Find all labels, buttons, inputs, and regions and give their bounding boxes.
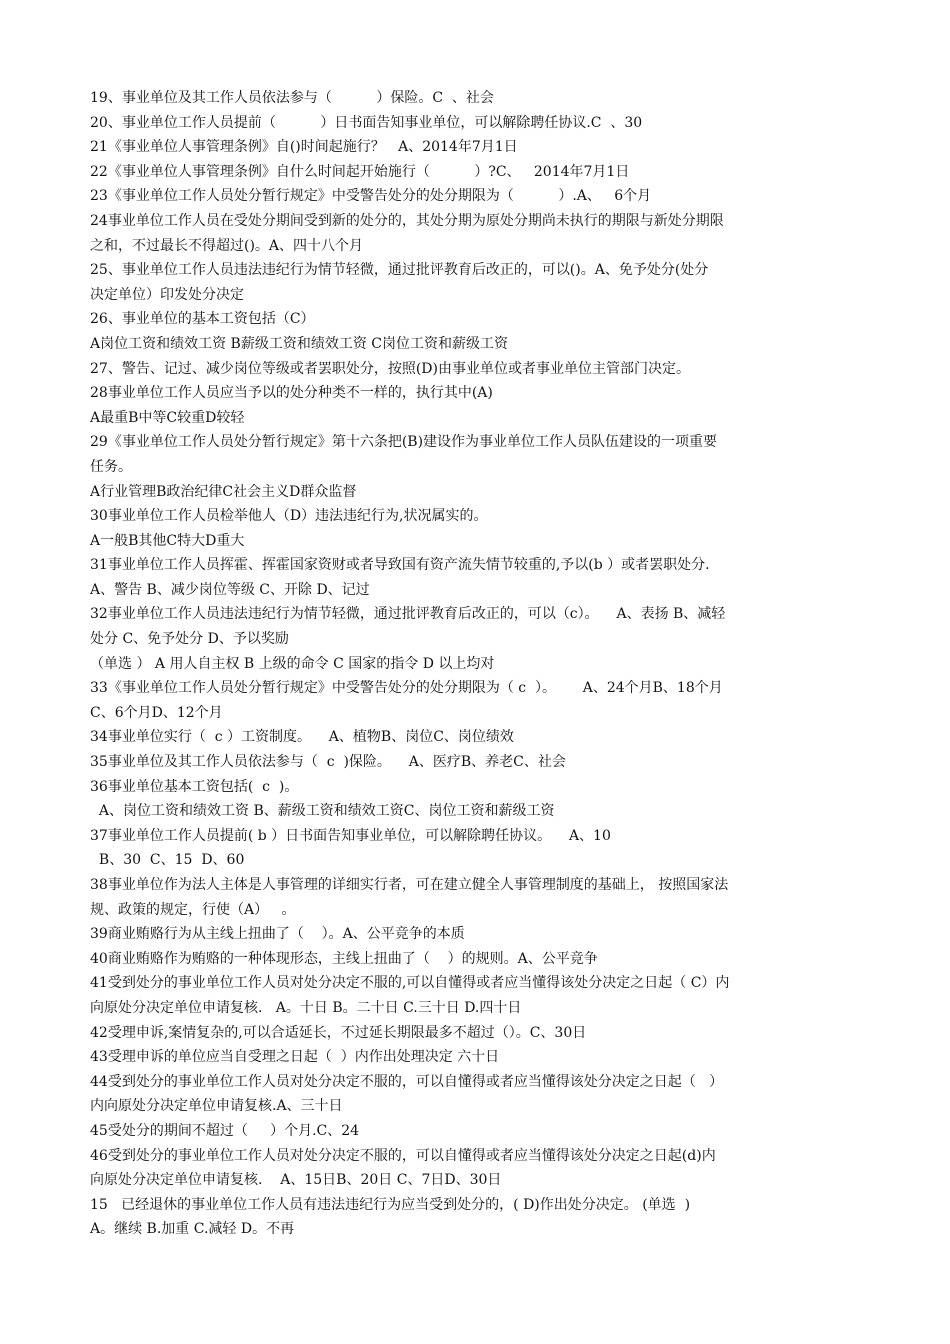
- text-line: 19、事业单位及其工作人员依法参与（ ）保险。C 、社会: [90, 90, 494, 106]
- text-line: 27、警告、记过、减少岗位等级或者罢职处分，按照(D)由事业单位或者事业单位主管部门决定。: [90, 360, 690, 377]
- text-line: 20、事业单位工作人员提前（ ）日书面告知事业单位，可以解除聘任协议.C 、30: [90, 114, 643, 131]
- text-line: A、岗位工资和绩效工资 B、薪级工资和绩效工资C、岗位工资和薪级工资: [90, 803, 555, 820]
- text-line: 之和，不过最长不得超过()。A、四十八个月: [90, 237, 364, 254]
- text-line: 31事业单位工作人员挥霍、挥霍国家资财或者导致国有资产流失情节较重的,予以(b ）或者罢职处分.: [90, 557, 710, 574]
- text-line: 38事业单位作为法人主体是人事管理的详细实行者，可在建立健全人事管理制度的基础上， 按照国家法: [90, 877, 729, 893]
- text-line: 43受理申诉的单位应当自受理之日起（ ）内作出处理决定 六十日: [90, 1049, 500, 1066]
- text-line: 29《事业单位工作人员处分暂行规定》第十六条把(B)建设作为事业单位工作人员队伍建设的一项重要: [90, 434, 718, 451]
- text-line: A、警告 B、减少岗位等级 C、开除 D、记过: [90, 581, 370, 598]
- text-line: 46受到处分的事业单位工作人员对处分决定不服的，可以自懂得或者应当懂得该处分决定之日起(d)内: [90, 1147, 716, 1164]
- text-line: A最重B中等C较重D较轻: [90, 409, 245, 426]
- text-line: A行业管理B政治纪律C社会主义D群众监督: [90, 483, 357, 500]
- text-line: 处分 C、免予处分 D、予以奖励: [90, 631, 289, 648]
- text-line: B、30 C、15 D、60: [90, 852, 245, 869]
- text-line: 任务。: [90, 458, 132, 475]
- text-line: 32事业单位工作人员违法违纪行为情节轻微，通过批评教育后改正的，可以（c）。 A、表扬 B、减轻: [90, 606, 726, 623]
- text-line: C、6个月D、12个月: [90, 704, 223, 721]
- text-line: 42受理申诉,案情复杂的,可以合适延长，不过延长期限最多不超过（）。C、30日: [90, 1024, 587, 1041]
- text-line: 28事业单位工作人员应当予以的处分种类不一样的，执行其中(A): [90, 385, 493, 402]
- text-line: 22《事业单位人事管理条例》自什么时间起开始施行（ ）?C、 2014年7月1日: [90, 163, 630, 180]
- text-line: 21《事业单位人事管理条例》自()时间起施行？ A、2014年7月1日: [90, 139, 518, 156]
- document-page: [90, 86, 862, 1242]
- text-line: 向原处分决定单位申请复核. A。十日 B。二十日 C.三十日 D.四十日: [90, 999, 522, 1016]
- text-line: A岗位工资和绩效工资 B薪级工资和绩效工资 C岗位工资和薪级工资: [90, 335, 509, 352]
- text-line: 23《事业单位工作人员处分暂行规定》中受警告处分的处分期限为（ ）.A、 6个月: [90, 188, 652, 205]
- text-line: 44受到处分的事业单位工作人员对处分决定不服的，可以自懂得或者应当懂得该处分决定之日起（ ）: [90, 1073, 724, 1090]
- text-line: 36事业单位基本工资包括( c )。: [90, 778, 299, 795]
- text-line: 决定单位）印发处分决定: [90, 286, 244, 303]
- text-line: 35事业单位及其工作人员依法参与（ c )保险。 A、医疗B、养老C、社会: [90, 754, 566, 771]
- text-line: 25、事业单位工作人员违法违纪行为情节轻微，通过批评教育后改正的，可以()。A、免予处分(处分: [90, 262, 709, 279]
- text-line: 15 已经退休的事业单位工作人员有违法违纪行为应当受到处分的，( D)作出处分决定。 (单选 ): [90, 1196, 691, 1213]
- text-line: 向原处分决定单位申请复核. A、15日B、20日 C、7日D、30日: [90, 1172, 502, 1189]
- text-line: （单选 ） A 用人自主权 B 上级的命令 C 国家的指令 D 以上均对: [90, 655, 495, 672]
- text-line: 内向原处分决定单位申请复核.A、三十日: [90, 1098, 343, 1115]
- text-line: 41受到处分的事业单位工作人员对处分决定不服的,可以自懂得或者应当懂得该处分决定之日起（ C）内: [90, 975, 730, 992]
- text-line: 规、政策的规定，行使（A） 。: [90, 901, 296, 918]
- text-line: 40商业贿赂作为贿赂的一种体现形态，主线上扭曲了（ ）的规则。A、公平竞争: [90, 950, 598, 967]
- text-line: 30事业单位工作人员检举他人（D）违法违纪行为,状况属实的。: [90, 508, 488, 525]
- text-line: 37事业单位工作人员提前( b ）日书面告知事业单位，可以解除聘任协议。 A、10: [90, 827, 611, 844]
- text-line: 33《事业单位工作人员处分暂行规定》中受警告处分的处分期限为（ c ）。 A、24个月B、18个月: [90, 680, 723, 697]
- text-line: 45受处分的期间不超过（ ）个月.C、24: [90, 1122, 360, 1139]
- text-line: 34事业单位实行（ c ）工资制度。 A、植物B、岗位C、岗位绩效: [90, 729, 514, 746]
- text-line: 24事业单位工作人员在受处分期间受到新的处分的，其处分期为原处分期尚未执行的期限与新处分期限: [90, 212, 724, 229]
- text-line: 26、事业单位的基本工资包括（C）: [90, 311, 315, 328]
- text-line: A一般B其他C特大D重大: [90, 532, 245, 549]
- text-line: A。继续 B.加重 C.减轻 D。不再: [90, 1221, 295, 1238]
- text-line: 39商业贿赂行为从主线上扭曲了（ ）。A、公平竞争的本质: [90, 926, 465, 943]
